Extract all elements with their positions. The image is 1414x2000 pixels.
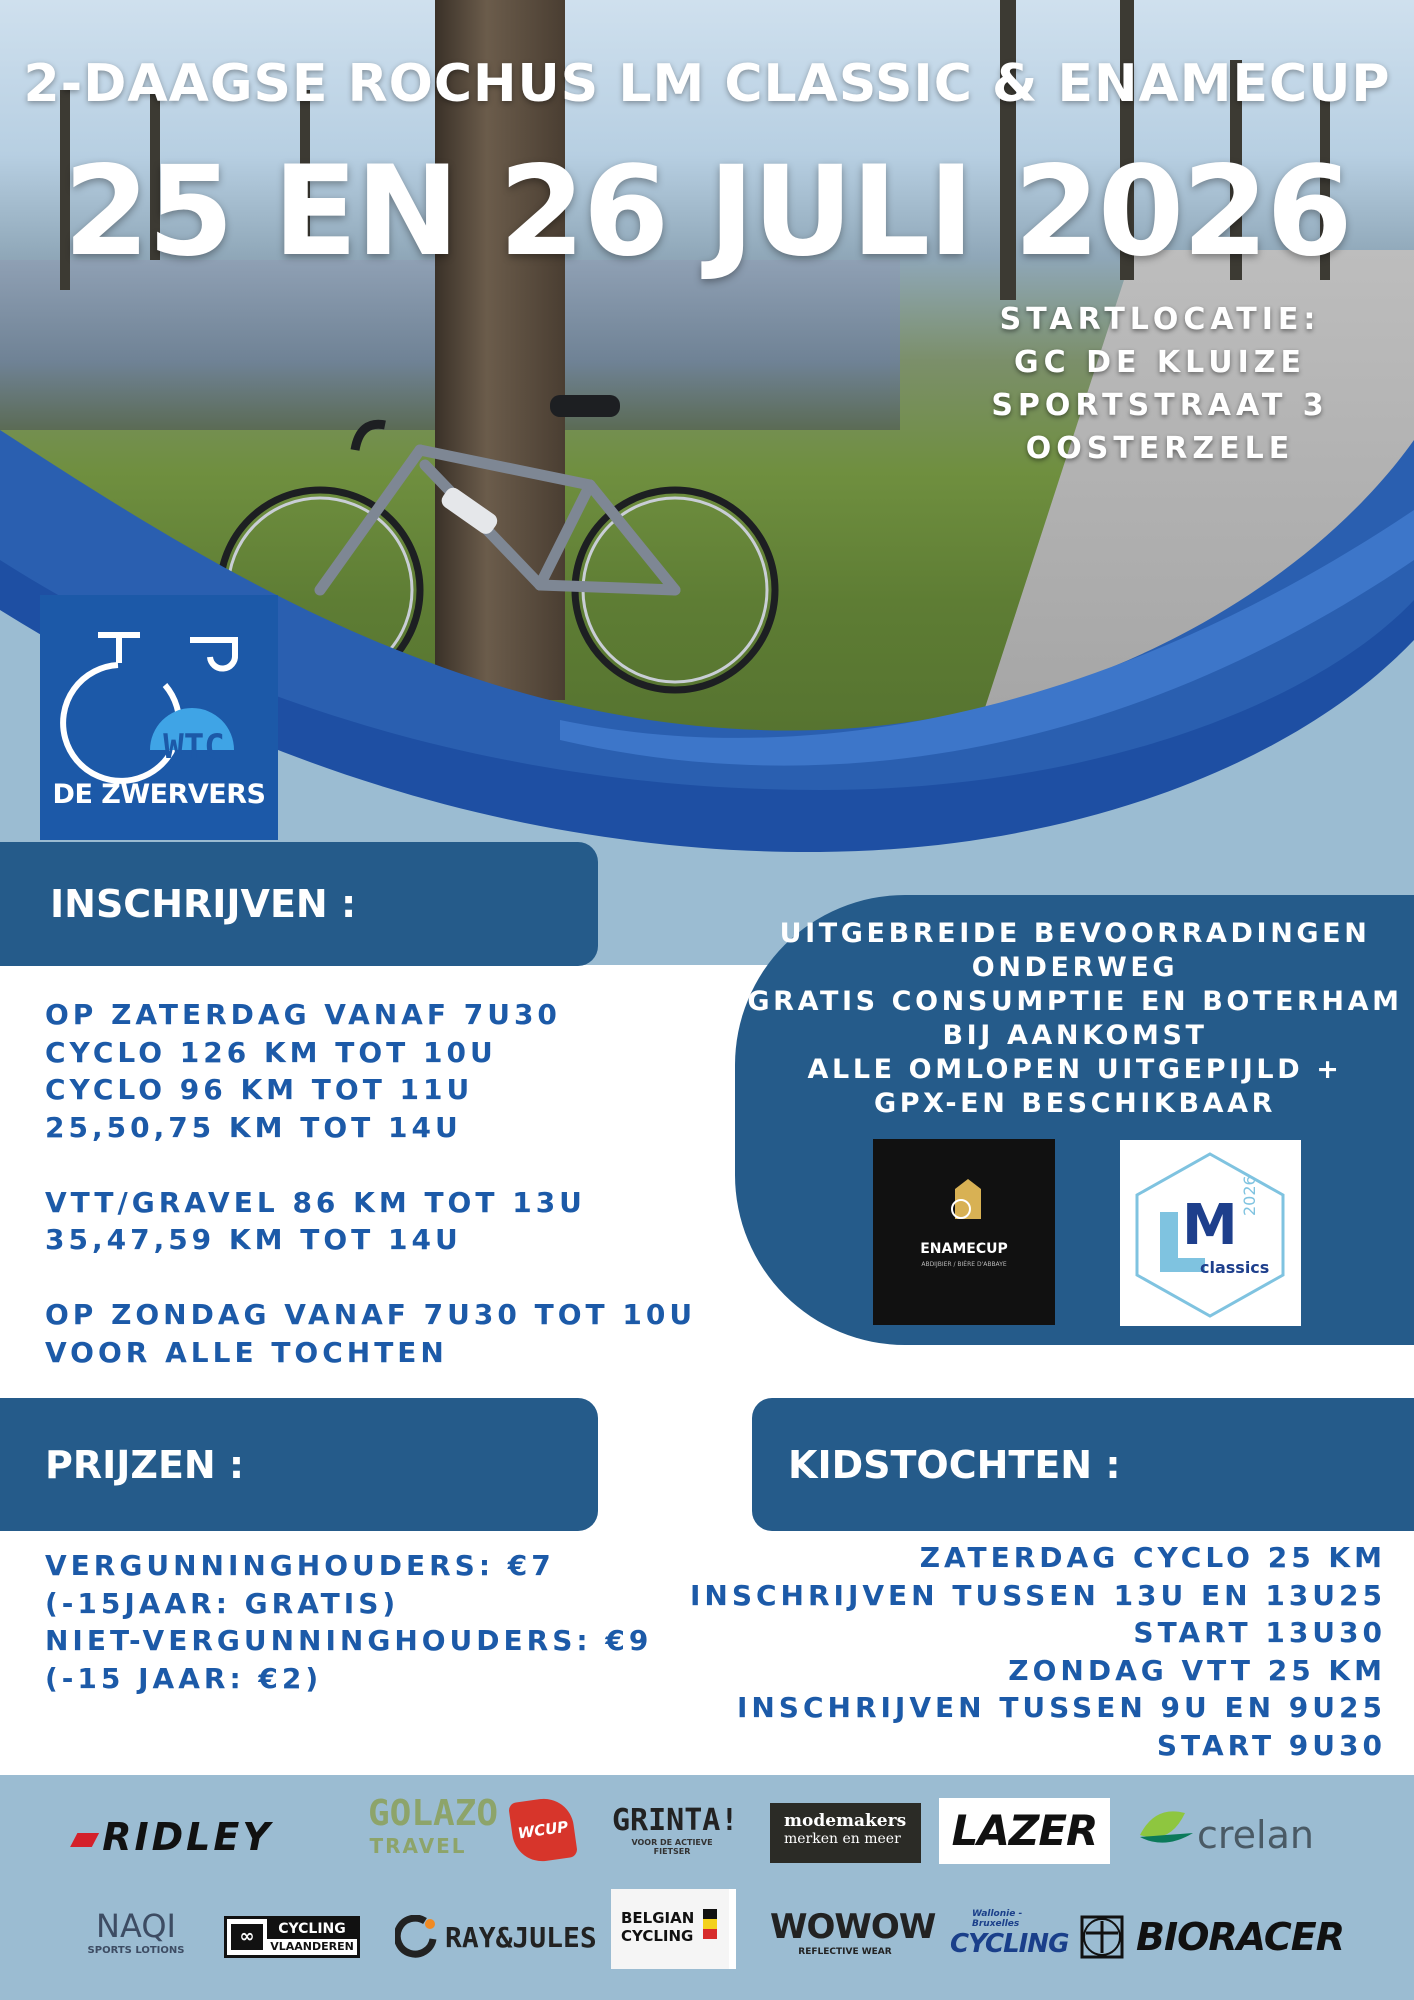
sponsor-belgian-cycling: BELGIAN CYCLING: [611, 1889, 736, 1969]
crelan-leaf-icon: [1135, 1805, 1195, 1851]
kidstochten-line: INSCHRIJVEN TUSSEN 13U EN 13U25: [689, 1578, 1386, 1612]
enamecup-logo-icon: [873, 1139, 1055, 1325]
ray-jules-ring-icon: [395, 1915, 439, 1959]
inschrijven-line: 35,47,59 KM TOT 14U: [45, 1223, 462, 1256]
info-line: UITGEBREIDE BEVOORRADINGEN: [779, 918, 1371, 949]
kidstochten-line: START 13U30: [1133, 1616, 1386, 1649]
inschrijven-spacer: [45, 1146, 696, 1184]
inschrijven-spacer: [45, 1259, 696, 1297]
inschrijven-line: CYCLO 126 KM TOT 10U: [45, 1035, 497, 1069]
prijzen-heading: [0, 1398, 598, 1531]
kidstochten-list: [690, 1539, 1386, 1764]
sponsor-cycling-vlaanderen: ∞ CYCLING VLAANDEREN: [224, 1916, 360, 1958]
sponsor-strip: ▰RIDLEY GOLAZO TRAVEL WCUP GRINTA! VOOR DE ACTIEVE FIETSER modemakers merken en meer LAZER crelan NAQI SPORTS LOTIONS ∞ CYCLING VLAANDEREN RAY&JULES BELGIAN CYCLING WOWOW REFLECTIVE WEAR Wallonie - Bruxelles CYCLING BIORACER: [0, 1775, 1414, 2000]
club-logo-name: DE ZWERVERS: [52, 779, 266, 810]
prijzen-line: NIET-VERGUNNINGHOUDERS: €9: [45, 1624, 653, 1657]
prijzen-line: VERGUNNINGHOUDERS: €7: [45, 1549, 555, 1582]
kidstochten-line: START 9U30: [1156, 1728, 1386, 1762]
event-title: 2-DAAGSE ROCHUS LM CLASSIC & ENAMECUP: [23, 54, 1391, 114]
sponsor-golazo: GOLAZO TRAVEL: [368, 1793, 499, 1858]
sponsor-wowow: WOWOW REFLECTIVE WEAR: [770, 1907, 936, 1957]
inschrijven-heading-text: INSCHRIJVEN :: [50, 882, 357, 926]
inschrijven-line: 25,50,75 KM TOT 14U: [45, 1110, 462, 1144]
info-line: ONDERWEG: [971, 952, 1179, 983]
info-line: ALLE OMLOPEN UITGEPIJLD +: [807, 1054, 1343, 1085]
inschrijven-list: [45, 996, 696, 1371]
info-line: GPX-EN BESCHIKBAAR: [873, 1088, 1277, 1119]
kidstochten-heading-text: KIDSTOCHTEN :: [788, 1442, 1121, 1487]
lm-badge-word: classics: [1200, 1258, 1270, 1277]
lm-badge-year: 2026: [1240, 1175, 1259, 1216]
sponsor-ridley: ▰RIDLEY: [70, 1815, 273, 1859]
ridley-mark-icon: ▰: [70, 1815, 103, 1859]
kidstochten-heading: [752, 1398, 1414, 1531]
start-location-street: SPORTSTRAAT 3: [991, 388, 1329, 423]
enamecup-badge: [873, 1139, 1055, 1325]
inschrijven-line: OP ZATERDAG VANAF 7U30: [45, 998, 561, 1031]
start-location-label: STARTLOCATIE:: [999, 302, 1321, 337]
lm-badge-letter: M: [1182, 1193, 1238, 1258]
lm-classics-badge: [1120, 1140, 1301, 1326]
start-location-venue: GC DE KLUIZE: [1014, 345, 1306, 380]
inschrijven-line: VTT/GRAVEL 86 KM TOT 13U: [45, 1185, 586, 1219]
sponsor-naqi: NAQI SPORTS LOTIONS: [87, 1907, 185, 1956]
info-text: [745, 917, 1405, 1121]
sponsor-modemakers: modemakers merken en meer: [770, 1803, 921, 1863]
info-line: BIJ AANKOMST: [942, 1020, 1208, 1051]
club-logo-letters: WTC: [163, 727, 225, 767]
sponsor-wcup: WCUP: [508, 1795, 578, 1865]
kidstochten-line: ZATERDAG CYCLO 25 KM: [919, 1541, 1386, 1574]
info-line: GRATIS CONSUMPTIE EN BOTERHAM: [747, 986, 1403, 1017]
kidstochten-line: ZONDAG VTT 25 KM: [1008, 1653, 1386, 1687]
bioracer-vitruvian-icon: [1078, 1913, 1126, 1959]
kidstochten-line: INSCHRIJVEN TUSSEN 9U EN 9U25: [736, 1691, 1386, 1724]
inschrijven-heading: [0, 842, 598, 966]
inschrijven-line: VOOR ALLE TOCHTEN: [45, 1335, 448, 1369]
sponsor-wallonie-cycling: Wallonie - Bruxelles CYCLING: [950, 1909, 1069, 1959]
inschrijven-line: CYCLO 96 KM TOT 11U: [45, 1073, 474, 1106]
sponsor-grinta: GRINTA! VOOR DE ACTIEVE FIETSER: [612, 1803, 739, 1856]
prijzen-heading-text: PRIJZEN :: [45, 1442, 245, 1487]
enamecup-subtitle: ABDIJBIER / BIÈRE D'ABBAYE: [921, 1261, 1007, 1268]
prijzen-line: (-15 JAAR: €2): [45, 1661, 323, 1695]
infinity-icon: ∞: [231, 1924, 263, 1950]
enamecup-title: ENAMECUP: [920, 1241, 1008, 1257]
event-date: 25 EN 26 JULI 2026: [63, 140, 1351, 284]
prijzen-line: (-15JAAR: GRATIS): [45, 1586, 400, 1620]
start-location-city: OOSTERZELE: [1025, 431, 1295, 466]
club-logo: [40, 595, 278, 840]
prijzen-list: [45, 1547, 652, 1697]
sponsor-lazer: LAZER: [939, 1798, 1110, 1864]
inschrijven-line: OP ZONDAG VANAF 7U30 TOT 10U: [45, 1298, 697, 1331]
